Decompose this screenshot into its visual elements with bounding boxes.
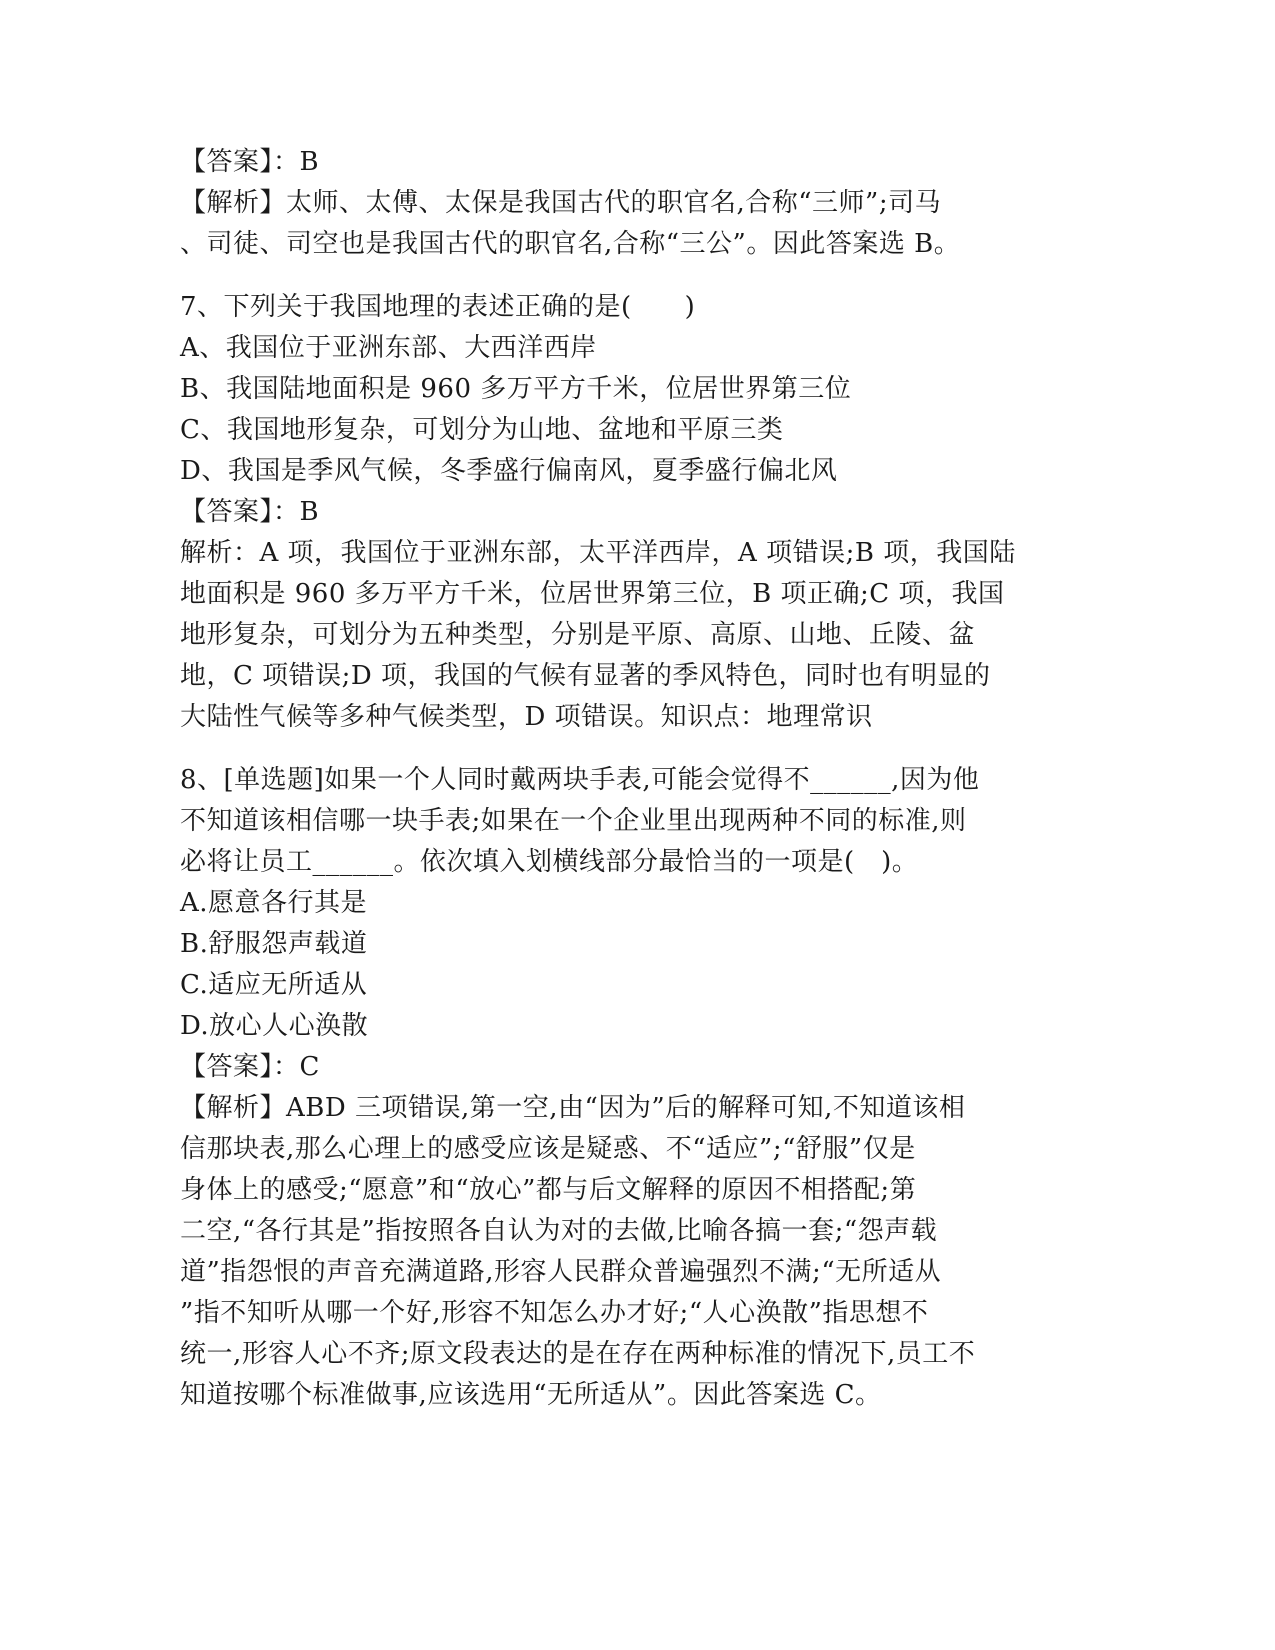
- answer-line: 【答案】：B: [180, 147, 320, 177]
- option-d: D.放心人心涣散: [180, 1011, 369, 1041]
- analysis-line: 身体上的感受;“愿意”和“放心”都与后文解释的原因不相搭配;第: [180, 1175, 917, 1205]
- analysis-line: 统一,形容人心不齐;原文段表达的是在存在两种标准的情况下,员工不: [180, 1339, 976, 1369]
- analysis-line: 信那块表,那么心理上的感受应该是疑惑、不“适应”;“舒服”仅是: [180, 1134, 916, 1164]
- spacer: [180, 738, 1080, 760]
- analysis-line: 知道按哪个标准做事,应该选用“无所适从”。因此答案选 C。: [180, 1380, 882, 1410]
- document-page: [180, 142, 1080, 1416]
- answer-line: 【答案】：C: [180, 1052, 320, 1082]
- analysis-line: 、司徒、司空也是我国古代的职官名,合称“三公”。因此答案选 B。: [180, 229, 961, 259]
- analysis-line: 【解析】太师、太傅、太保是我国古代的职官名,合称“三师”;司马: [180, 188, 942, 218]
- option-c: C、我国地形复杂，可划分为山地、盆地和平原三类: [180, 415, 784, 445]
- question-6-block: [180, 142, 1080, 265]
- analysis-line: 地，C 项错误;D 项，我国的气候有显著的季风特色，同时也有明显的: [180, 661, 991, 691]
- question-7-block: [180, 287, 1080, 738]
- question-stem: 8、[单选题]如果一个人同时戴两块手表,可能会觉得不______,因为他: [180, 765, 980, 795]
- analysis-line: 地形复杂，可划分为五种类型，分别是平原、高原、山地、丘陵、盆: [180, 620, 976, 650]
- option-b: B、我国陆地面积是 960 多万平方千米，位居世界第三位: [180, 374, 852, 404]
- analysis-line: ”指不知听从哪一个好,形容不知怎么办才好;“人心涣散”指思想不: [180, 1298, 929, 1328]
- question-stem: 7、下列关于我国地理的表述正确的是( ): [180, 292, 696, 322]
- question-stem: 必将让员工______。依次填入划横线部分最恰当的一项是( )。: [180, 847, 919, 877]
- analysis-line: 二空,“各行其是”指按照各自认为对的去做,比喻各搞一套;“怨声载: [180, 1216, 938, 1246]
- option-a: A.愿意各行其是: [180, 888, 368, 918]
- question-stem: 不知道该相信哪一块手表;如果在一个企业里出现两种不同的标准,则: [180, 806, 967, 836]
- option-b: B.舒服怨声载道: [180, 929, 368, 959]
- analysis-line: 【解析】ABD 三项错误,第一空,由“因为”后的解释可知,不知道该相: [180, 1093, 966, 1123]
- answer-line: 【答案】：B: [180, 497, 320, 527]
- analysis-line: 解析：A 项，我国位于亚洲东部，太平洋西岸，A 项错误;B 项，我国陆: [180, 538, 1016, 568]
- spacer: [180, 265, 1080, 287]
- option-c: C.适应无所适从: [180, 970, 368, 1000]
- option-d: D、我国是季风气候，冬季盛行偏南风，夏季盛行偏北风: [180, 456, 838, 486]
- analysis-line: 大陆性气候等多种气候类型，D 项错误。知识点：地理常识: [180, 702, 873, 732]
- option-a: A、我国位于亚洲东部、大西洋西岸: [180, 333, 597, 363]
- analysis-line: 地面积是 960 多万平方千米，位居世界第三位，B 项正确;C 项，我国: [180, 579, 1005, 609]
- question-8-block: [180, 760, 1080, 1416]
- analysis-line: 道”指怨恨的声音充满道路,形容人民群众普遍强烈不满;“无所适从: [180, 1257, 942, 1287]
